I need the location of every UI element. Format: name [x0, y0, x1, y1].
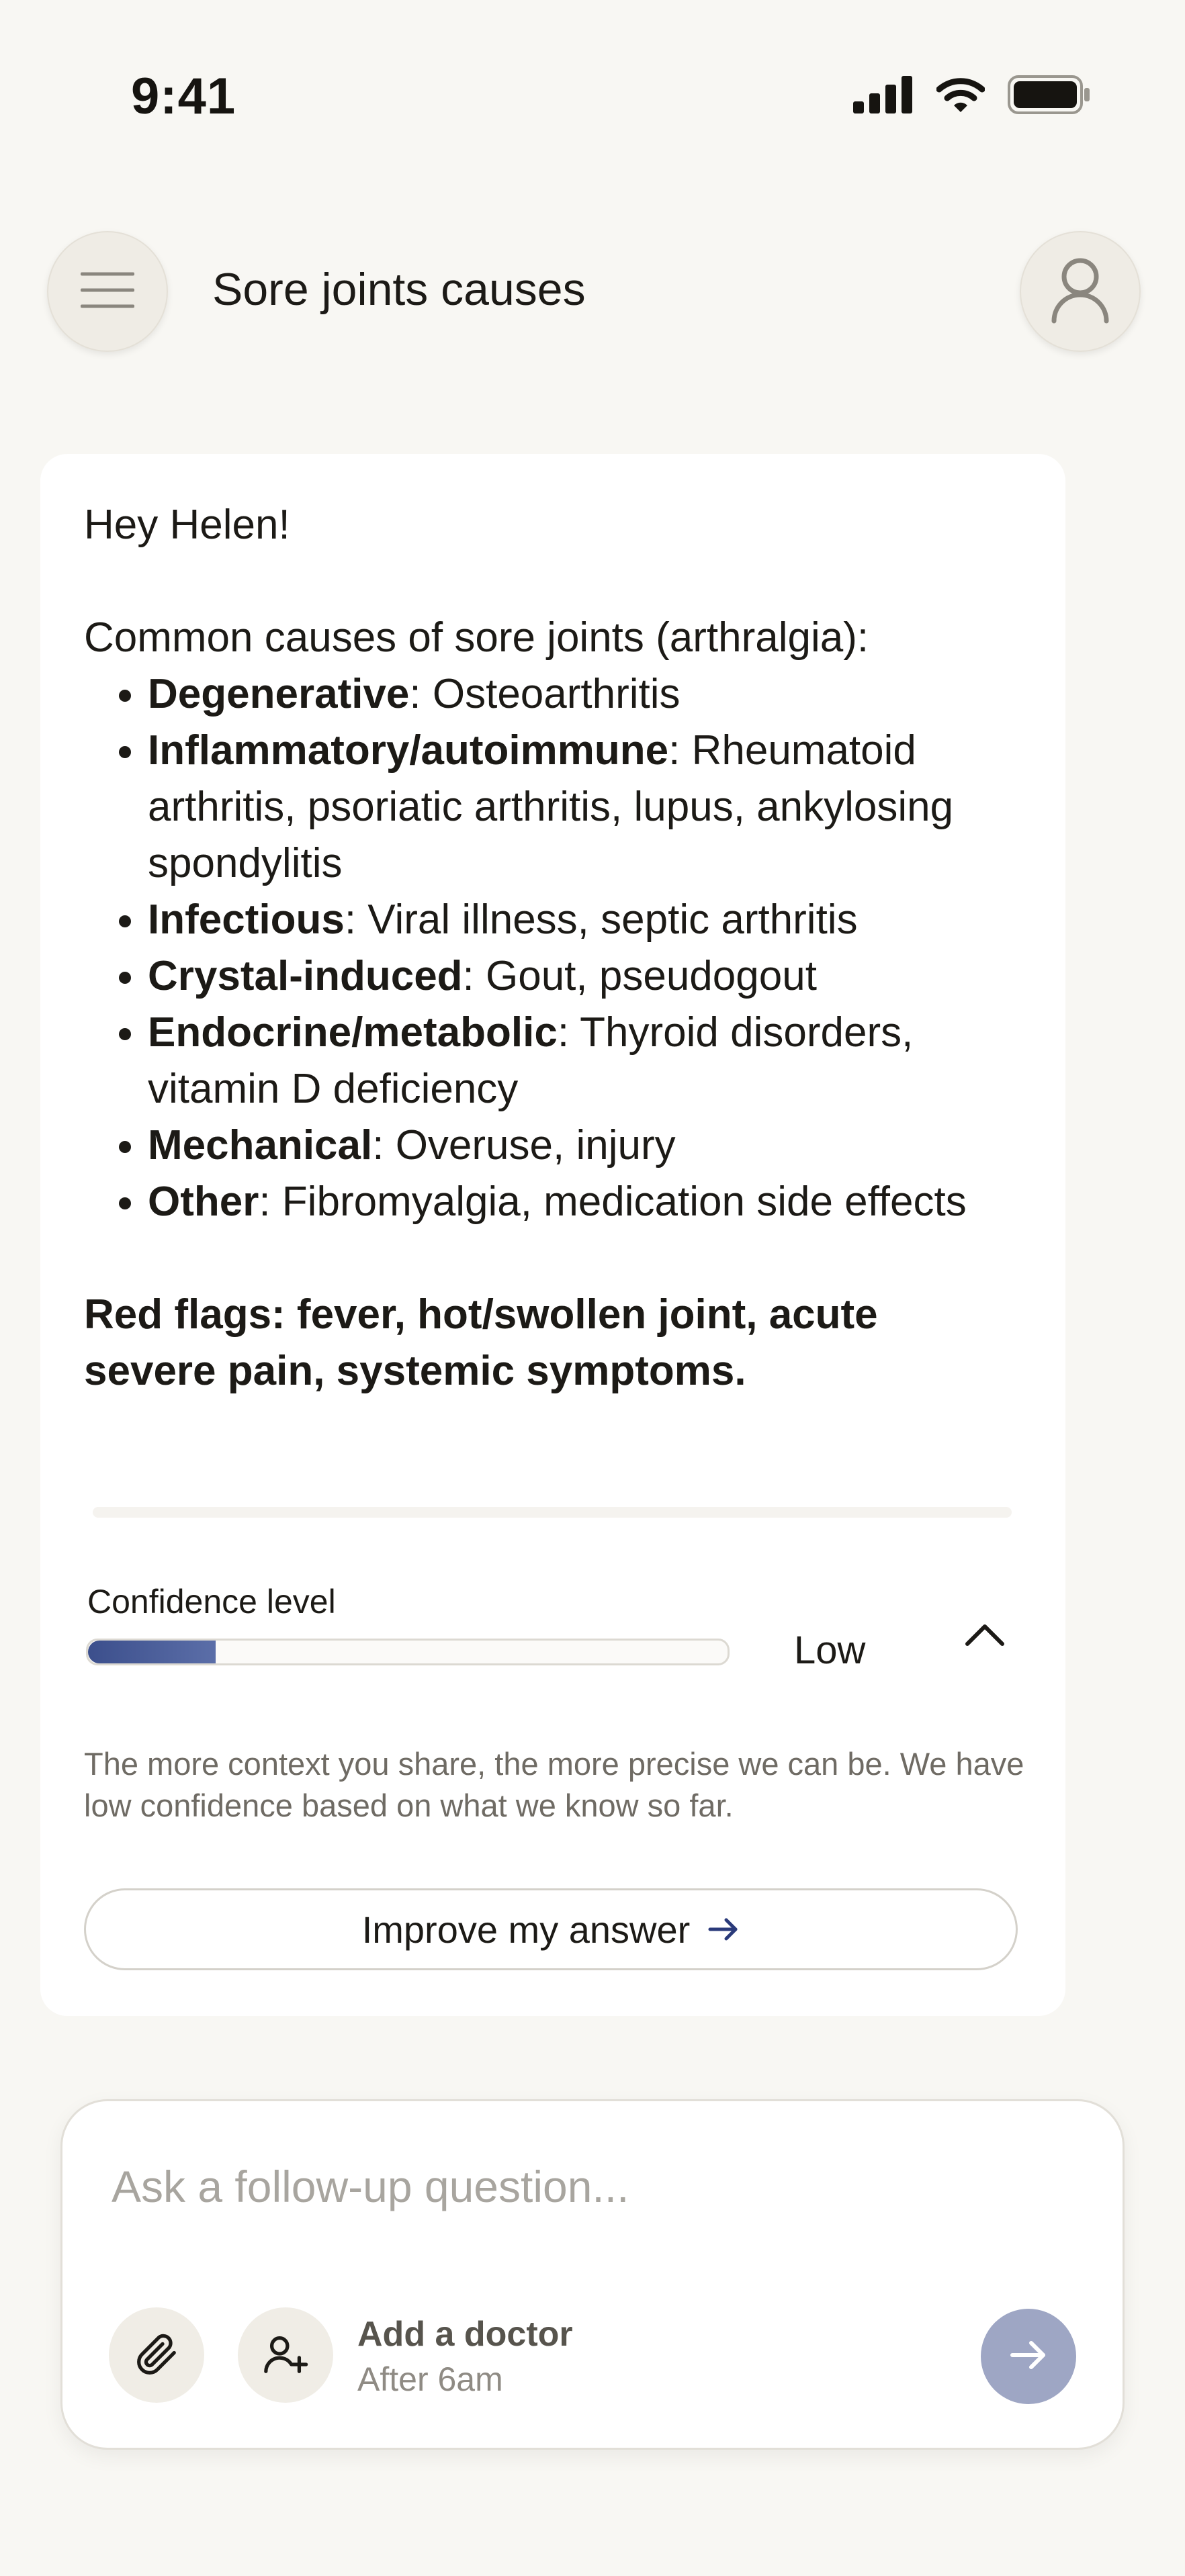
paperclip-icon: [133, 2330, 180, 2381]
list-item: • Infectious: Viral illness, septic arthritis: [148, 892, 1011, 948]
status-icons: [853, 75, 1091, 118]
red-flags-text: Red flags: fever, hot/swollen joint, acute severe pain, systemic symptoms.: [84, 1291, 878, 1394]
improve-answer-button[interactable]: [84, 1888, 1018, 1970]
spacer: [84, 1230, 1011, 1287]
spacer: [84, 553, 1011, 610]
collapse-button[interactable]: [962, 1614, 1008, 1658]
profile-button[interactable]: [1020, 231, 1141, 352]
wifi-icon: [936, 76, 985, 117]
add-doctor-title[interactable]: Add a doctor: [357, 2315, 573, 2354]
list-item: • Degenerative: Osteoarthritis: [148, 666, 1011, 723]
composer: [60, 2099, 1125, 2450]
list-item: • Crystal-induced: Gout, pseudogout: [148, 948, 1011, 1005]
arrow-right-icon: [707, 1908, 740, 1951]
add-user-icon: [262, 2330, 309, 2381]
confidence-bar: [86, 1639, 730, 1665]
answer-message: [84, 497, 1011, 1399]
list-item: • Other: Fibromyalgia, medication side effects: [148, 1174, 1011, 1230]
attach-button[interactable]: [109, 2307, 204, 2403]
page-title: Sore joints causes: [212, 264, 586, 315]
improve-answer-label: Improve my answer: [361, 1908, 691, 1951]
cellular-signal-icon: [853, 76, 914, 117]
confidence-bar-fill: [88, 1641, 216, 1663]
status-time: 9:41: [131, 68, 236, 125]
hamburger-menu-icon: [81, 270, 134, 314]
list-item: • Mechanical: Overuse, injury: [148, 1117, 1011, 1174]
menu-button[interactable]: [47, 231, 168, 352]
confidence-description: The more context you share, the more precise we can be. We have low confidence based on what we know so far.: [84, 1746, 1024, 1823]
chevron-up-icon: [962, 1646, 1008, 1657]
battery-icon: [1008, 75, 1091, 118]
confidence-label: Confidence level: [87, 1583, 336, 1620]
greeting: Hey Helen!: [84, 502, 290, 548]
confidence-value: Low: [794, 1628, 866, 1672]
divider: [93, 1507, 1012, 1518]
user-icon: [1050, 257, 1110, 327]
list-item: • Inflammatory/autoimmune: Rheumatoid arthritis, psoriatic arthritis, lupus, ankylosing spondylitis: [148, 723, 1011, 892]
add-doctor-subtitle: After 6am: [357, 2360, 503, 2398]
list-item: • Endocrine/metabolic: Thyroid disorders, vitamin D deficiency: [148, 1005, 1011, 1117]
causes-list: [84, 666, 1011, 1230]
send-button[interactable]: [981, 2309, 1076, 2404]
follow-up-input[interactable]: [110, 2156, 986, 2217]
add-doctor-button[interactable]: [238, 2307, 333, 2403]
arrow-right-icon: [1008, 2337, 1049, 2377]
intro-text: Common causes of sore joints (arthralgia):: [84, 614, 869, 661]
